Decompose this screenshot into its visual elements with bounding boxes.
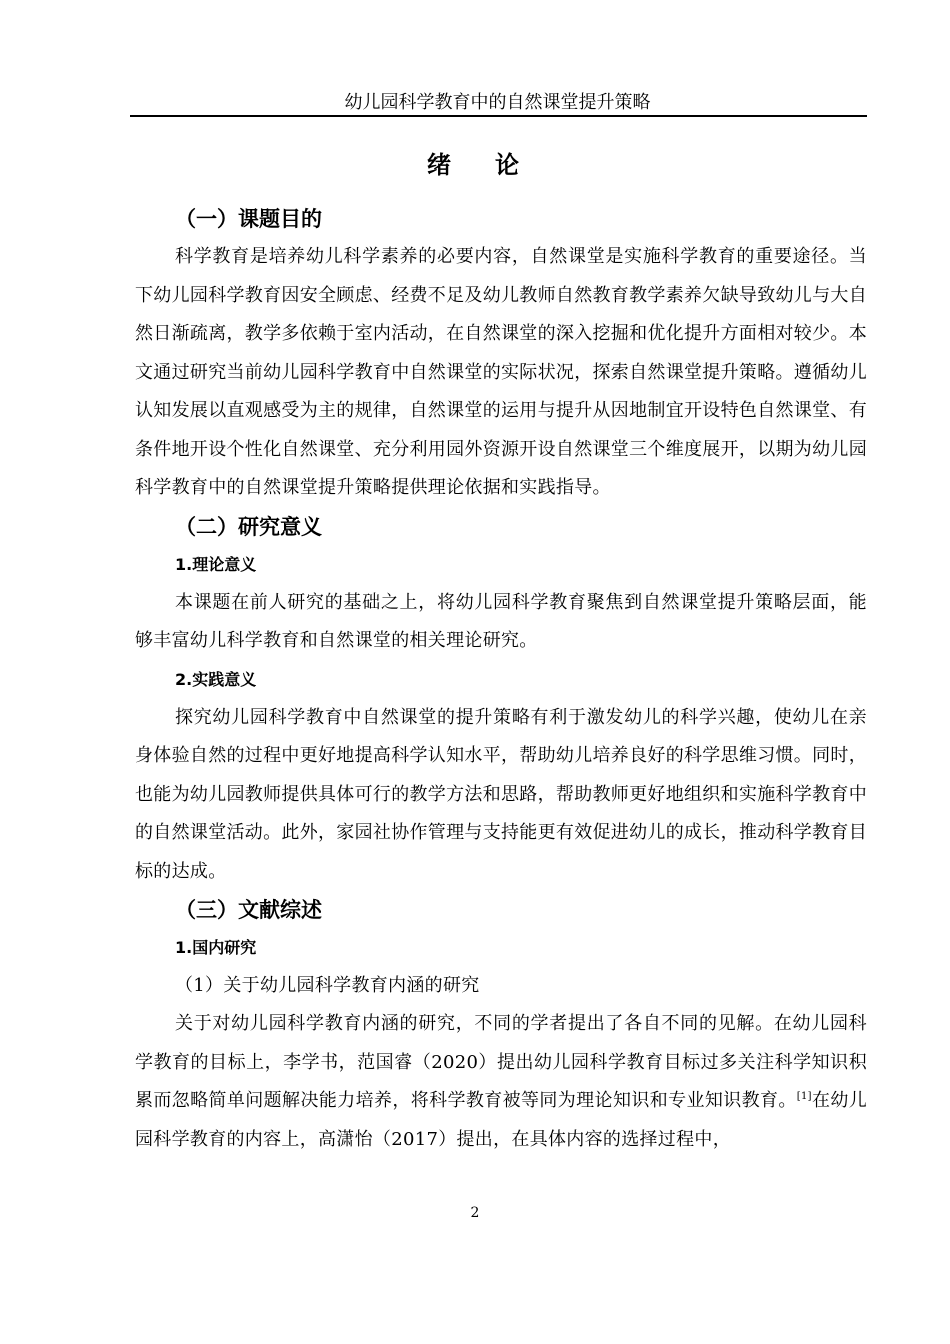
paragraph-connotation-text-b: 在幼儿园科学教育的内容上，高潇怡（2017）提出，在具体内容的选择过程中，: [135, 1090, 868, 1150]
running-header: 幼儿园科学教育中的自然课堂提升策略: [344, 92, 651, 113]
paragraph-connotation: [135, 1005, 867, 1159]
subheading-practice: 2.实践意义: [175, 669, 257, 689]
subheading-domestic: 1.国内研究: [175, 938, 257, 957]
section-heading-significance: （二）研究意义: [175, 514, 322, 539]
chapter-title-part2: 论: [495, 151, 523, 179]
paragraph-theory: 本课题在前人研究的基础之上，将幼儿园科学教育聚焦到自然课堂提升策略层面，能够丰富幼儿科学教育和自然课堂的相关理论研究。: [135, 591, 867, 651]
section-heading-literature: （三）文献综述: [175, 898, 322, 922]
citation-reference[interactable]: [1]: [796, 1091, 812, 1102]
chapter-title: [0, 150, 950, 180]
paragraph-practice: 探究幼儿园科学教育中自然课堂的提升策略有利于激发幼儿的科学兴趣，使幼儿在亲身体验自然的过程中更好地提高科学认知水平，帮助幼儿培养良好的科学思维习惯。同时，也能为幼儿园教师提供具体可行的教学方法和思路，帮助教师更好地组织和实施科学教育中的自然课堂活动。此外，家园社协作管理与支持能更有效促进幼儿的成长，推动科学教育目标的达成。: [135, 706, 867, 882]
body-content: [135, 200, 867, 1159]
header-rule: [130, 115, 867, 117]
list-item-connotation: （1）关于幼儿园科学教育内涵的研究: [175, 975, 480, 996]
chapter-title-part1: 绪: [427, 151, 455, 179]
paragraph-connotation-text-a: 关于对幼儿园科学教育内涵的研究，不同的学者提出了各自不同的见解。在幼儿园科学教育的目标上，李学书，范国睿（2020）提出幼儿园科学教育目标过多关注科学知识积累而忽略简单问题解决能力培养，将科学教育被等同为理论知识和专业知识教育。: [135, 1013, 867, 1111]
paragraph-purpose: 科学教育是培养幼儿科学素养的必要内容，自然课堂是实施科学教育的重要途径。当下幼儿园科学教育因安全顾虑、经费不足及幼儿教师自然教育教学素养欠缺导致幼儿与大自然日渐疏离，教学多依赖于室内活动，在自然课堂的深入挖掘和优化提升方面相对较少。本文通过研究当前幼儿园科学教育中自然课堂的实际状况，探索自然课堂提升策略。遵循幼儿认知发展以直观感受为主的规律，自然课堂的运用与提升从因地制宜开设特色自然课堂、有条件地开设个性化自然课堂、充分利用园外资源开设自然课堂三个维度展开，以期为幼儿园科学教育中的自然课堂提升策略提供理论依据和实践指导。: [135, 246, 867, 498]
page-number: 2: [470, 1205, 480, 1221]
subheading-theory: 1.理论意义: [175, 554, 257, 574]
section-heading-purpose: （一）课题目的: [175, 207, 322, 231]
